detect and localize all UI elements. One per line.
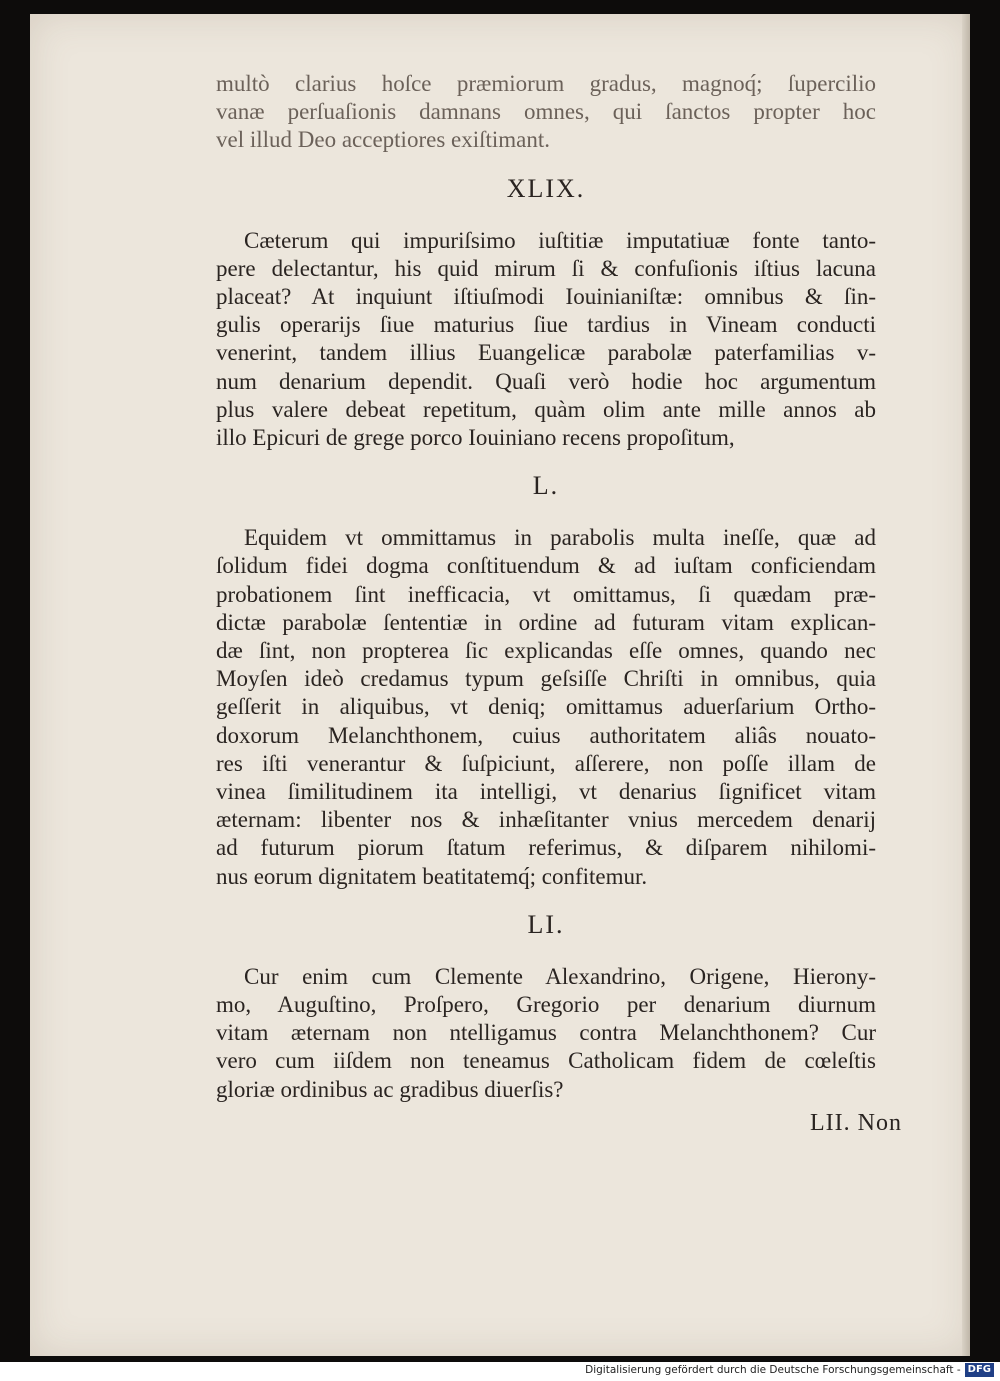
text-line: vero cum iiſdem non teneamus Catholicam fidem de cœleſtis (216, 1048, 876, 1074)
text-line: probationem ſint inefficacia, vt omittamus, ſi quædam præ- (216, 581, 876, 607)
text-line: res iſti venerantur & ſuſpiciunt, aſſerere, non poſſe illam de (216, 750, 876, 776)
text-line: vinea ſimilitudinem ita intelligi, vt denarius ſignificet vitam (216, 779, 876, 805)
text-line: num denarium dependit. Quaſi verò hodie hoc argumentum (216, 368, 876, 394)
text-line: placeat? At inquiunt iſtiuſmodi Iouinianiſtæ: omnibus & ſin- (216, 284, 876, 310)
text-line: doxorum Melanchthonem, cuius authoritatem aliâs nouato- (216, 722, 876, 748)
text-line: vel illud Deo acceptiores exiſtimant. (216, 127, 551, 153)
text-line: Cæterum qui impuriſsimo iuſtitiæ imputatiuæ fonte tanto- (244, 227, 876, 253)
text-line: Cur enim cum Clemente Alexandrino, Origene, Hierony- (244, 963, 876, 989)
section-xlix (216, 173, 876, 453)
text-line: vitam æternam non ntelligamus contra Melanchthonem? Cur (216, 1020, 876, 1046)
text-line: pere delectantur, his quid mirum ſi & confuſionis iſtius lacuna (216, 255, 876, 281)
section-heading: XLIX. (506, 173, 586, 203)
intro-paragraph (216, 70, 876, 155)
text-line: vanæ perſuaſionis damnans omnes, qui ſanctos propter hoc (216, 99, 876, 125)
text-line: dictæ parabolæ ſententiæ in ordine ad futuram vitam explican- (216, 609, 876, 635)
text-line: æternam: libenter nos & inhæſitanter vnius mercedem denarij (216, 807, 876, 833)
section-li (216, 909, 876, 1104)
text-line: Moyſen ideò credamus typum geſsiſſe Chriſti in omnibus, quia (216, 666, 876, 692)
text-line: venerint, tandem illius Euangelicæ parabolæ paterfamilias v- (216, 340, 876, 366)
section-heading: L. (532, 471, 560, 501)
text-line: nus eorum dignitatem beatitatemq́; confitemur. (216, 863, 648, 889)
footer-credit: Digitalisierung gefördert durch die Deutsche Forschungsgemeinschaft - (585, 1364, 961, 1376)
page-text (216, 70, 876, 1104)
text-line: ſolidum fidei dogma conſtituendum & ad iuſtam conficiendam (216, 553, 876, 579)
text-line: illo Epicuri de grege porco Iouiniano recens propoſitum, (216, 425, 735, 451)
text-line: Equidem vt ommittamus in parabolis multa ineſſe, quæ ad (244, 525, 876, 551)
dfg-logo-icon: DFG (965, 1363, 994, 1377)
section-heading: LI. (527, 909, 565, 939)
text-line: mo, Auguſtino, Proſpero, Gregorio per denarium diurnum (216, 992, 876, 1018)
text-line: plus valere debeat repetitum, quàm olim ante mille annos ab (216, 396, 876, 422)
digitization-footer (585, 1361, 994, 1379)
text-line: gulis operarijs ſiue maturius ſiue tardius in Vineam conducti (216, 312, 876, 338)
text-line: multò clarius hoſce præmiorum gradus, magnoq́; ſupercilio (216, 71, 876, 96)
catchword: LII. Non (810, 1110, 902, 1136)
text-line: gloriæ ordinibus ac gradibus diuerſis? (216, 1076, 564, 1102)
text-line: dæ ſint, non propterea ſic explicandas eſſe omnes, quando nec (216, 638, 876, 664)
section-l (216, 470, 876, 891)
text-line: ad futurum piorum ſtatum referimus, & diſparem nihilomi- (216, 835, 876, 861)
page-edge (962, 14, 970, 1356)
text-line: geſſerit in aliquibus, vt deniq; omittamus aduerſarium Ortho- (216, 694, 876, 720)
